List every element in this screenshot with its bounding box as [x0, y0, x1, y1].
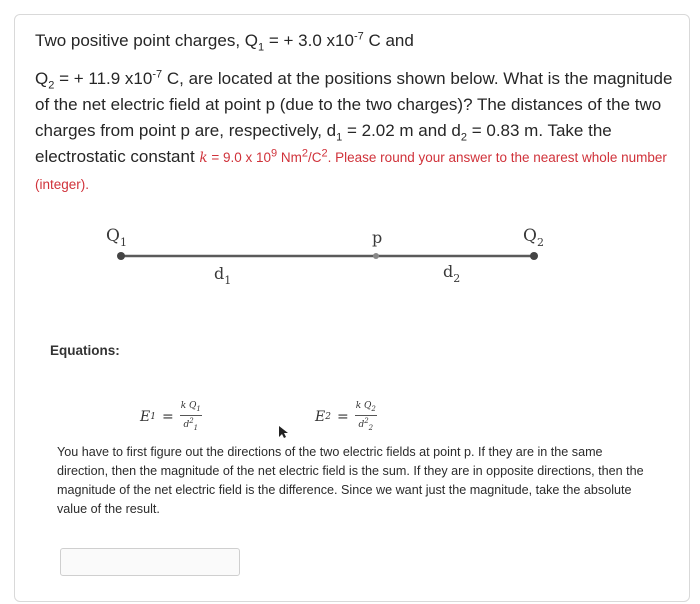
instructions-text: You have to first figure out the directions of the two electric fields at point p. If they are in the same direction, then the magnitude of the net electric field is the sum. If they are in opposite directions, then the magnitude of the net electric field is the difference. Since we want just the magnitude, take the absolute value of the result. [57, 445, 644, 516]
equations-label: Equations: [50, 343, 120, 358]
q2-label: $Q_2$ [523, 226, 544, 249]
d2-label: $d_2$ [443, 262, 461, 285]
q1-label: $Q_1$ [106, 226, 127, 249]
p-label: p [372, 228, 383, 247]
fraction-e1: $\frac{k Q_1}{d^2_1}$ [180, 401, 201, 432]
formula-e2: E 2 = $\frac{k Q_2}{d^2_2}$ [315, 401, 376, 432]
d1-label: $d_1$ [214, 264, 232, 287]
answer-input[interactable] [60, 548, 240, 576]
question-line-1: Two positive point charges, $Q_1$ = + 3.0 $x10^{-7}$ C and [35, 30, 414, 54]
fraction-e2: $\frac{k Q_2}{d^2_2}$ [355, 401, 376, 432]
formula-e1: E 1 = $\frac{k Q_1}{d^2_1}$ [140, 401, 201, 432]
mouse-cursor-icon [277, 425, 289, 439]
question-body: $Q_2$ = + 11.9 $x10^{-7}$ C, are located at the positions shown below. What is the magnitude of the net electric field at point p (due to the two charges)? The distances of the two charges from point p are, respectively, $d_1 = 2.02$ m and $d_2 = 0.83$ m. Take the electrostatic constant k = 9.0 x $10^9$ $Nm^2/C^2$. Please round your answer to the nearest whole number (integer). [35, 68, 673, 192]
constant-text: k = 9.0 x $10^9$ $Nm^2/C^2$. Please round your answer to the nearest whole number (integer). [35, 147, 667, 192]
question-text [35, 28, 675, 198]
